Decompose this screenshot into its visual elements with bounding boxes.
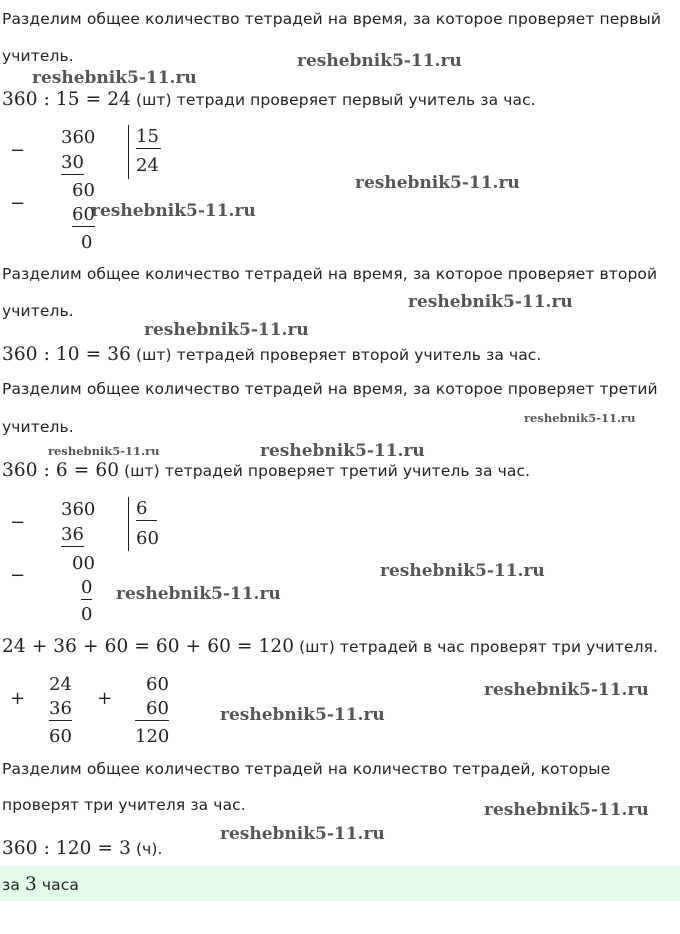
equation-4-math: 24 + 36 + 60 = 60 + 60 = 120 bbox=[2, 636, 295, 657]
equation-2 bbox=[2, 344, 541, 365]
division-1-divisor: 15 bbox=[136, 126, 159, 147]
watermark: reshebnik5-11.ru bbox=[144, 320, 309, 340]
paragraph-1-line-2: учитель. bbox=[2, 47, 74, 65]
division-1-minus-2: − bbox=[10, 193, 26, 214]
equation-3-text: (шт) тетрадей проверяет третий учитель за час. bbox=[119, 462, 531, 480]
watermark: reshebnik5-11.ru bbox=[91, 201, 256, 221]
answer-prefix: за bbox=[2, 876, 25, 894]
division-2-minus-2: − bbox=[10, 565, 26, 586]
watermark: reshebnik5-11.ru bbox=[32, 68, 197, 88]
paragraph-1-line-1: Разделим общее количество тетрадей на время, за которое проверяет первый bbox=[2, 10, 662, 28]
answer-suffix: часа bbox=[36, 876, 79, 894]
paragraph-5-line-2: проверят три учителя за час. bbox=[2, 796, 246, 814]
equation-1 bbox=[2, 89, 536, 110]
addition-2-addend-1: 60 bbox=[146, 674, 169, 695]
answer-text bbox=[2, 874, 79, 895]
watermark: reshebnik5-11.ru bbox=[48, 444, 160, 458]
watermark: reshebnik5-11.ru bbox=[220, 824, 385, 844]
division-2-remainder-1: 00 bbox=[72, 553, 95, 574]
addition-2-addend-2: 60 bbox=[135, 699, 169, 721]
answer-number: 3 bbox=[24, 874, 37, 895]
equation-5-text: (ч). bbox=[130, 840, 163, 858]
addition-1-addend-1: 24 bbox=[49, 674, 72, 695]
answer-box bbox=[0, 866, 680, 901]
watermark: reshebnik5-11.ru bbox=[408, 292, 573, 312]
division-2-vertical-bar bbox=[128, 497, 129, 551]
equation-3-math: 360 : 6 = 60 bbox=[2, 460, 120, 481]
addition-1-sum: 60 bbox=[49, 726, 72, 747]
equation-3 bbox=[2, 460, 530, 481]
division-1-subtrahend-2: 60 bbox=[72, 204, 95, 225]
division-1-subtrahend-1: 30 bbox=[61, 152, 84, 173]
division-1-remainder-1: 60 bbox=[72, 180, 95, 201]
equation-2-text: (шт) тетрадей проверяет второй учитель за час. bbox=[130, 346, 542, 364]
division-2-minus-1: − bbox=[10, 512, 26, 533]
equation-1-text: (шт) тетради проверяет первый учитель за час. bbox=[130, 91, 536, 109]
division-2-divisor: 6 bbox=[136, 499, 157, 521]
division-1-quotient: 24 bbox=[136, 155, 159, 176]
equation-1-math: 360 : 15 = 24 bbox=[2, 89, 131, 110]
paragraph-3-line-1: Разделим общее количество тетрадей на время, за которое проверяет третий bbox=[2, 380, 658, 398]
equation-5-math: 360 : 120 = 3 bbox=[2, 838, 131, 859]
addition-2-sum: 120 bbox=[135, 726, 170, 747]
watermark: reshebnik5-11.ru bbox=[260, 441, 425, 461]
watermark: reshebnik5-11.ru bbox=[220, 705, 385, 725]
division-2-subtrahend-1: 36 bbox=[61, 524, 84, 545]
division-1-vertical-bar bbox=[128, 125, 129, 179]
division-2-remainder-2: 0 bbox=[81, 604, 93, 625]
paragraph-2-line-2: учитель. bbox=[2, 302, 74, 320]
addition-1-addend-2: 36 bbox=[49, 698, 72, 719]
equation-4 bbox=[2, 636, 658, 657]
watermark: reshebnik5-11.ru bbox=[297, 51, 462, 71]
watermark: reshebnik5-11.ru bbox=[484, 680, 649, 700]
watermark: reshebnik5-11.ru bbox=[116, 584, 281, 604]
division-2-quotient: 60 bbox=[136, 528, 159, 549]
watermark: reshebnik5-11.ru bbox=[524, 411, 636, 425]
watermark: reshebnik5-11.ru bbox=[484, 800, 649, 820]
equation-5 bbox=[2, 838, 163, 859]
equation-2-math: 360 : 10 = 36 bbox=[2, 344, 131, 365]
division-2-subtrahend-2: 0 bbox=[81, 577, 93, 598]
division-1-dividend: 360 bbox=[61, 127, 96, 148]
paragraph-5-line-1: Разделим общее количество тетрадей на количество тетрадей, которые bbox=[2, 760, 611, 778]
division-2-dividend: 360 bbox=[61, 499, 96, 520]
paragraph-2-line-1: Разделим общее количество тетрадей на время, за которое проверяет второй bbox=[2, 265, 658, 283]
addition-1-plus: + bbox=[10, 688, 26, 709]
division-1-remainder-2: 0 bbox=[81, 232, 93, 253]
division-1-minus-1: − bbox=[10, 140, 26, 161]
watermark: reshebnik5-11.ru bbox=[355, 173, 520, 193]
watermark: reshebnik5-11.ru bbox=[380, 561, 545, 581]
equation-4-text: (шт) тетрадей в час проверят три учителя. bbox=[294, 638, 659, 656]
addition-2-plus: + bbox=[97, 688, 113, 709]
paragraph-3-line-2: учитель. bbox=[2, 418, 74, 436]
